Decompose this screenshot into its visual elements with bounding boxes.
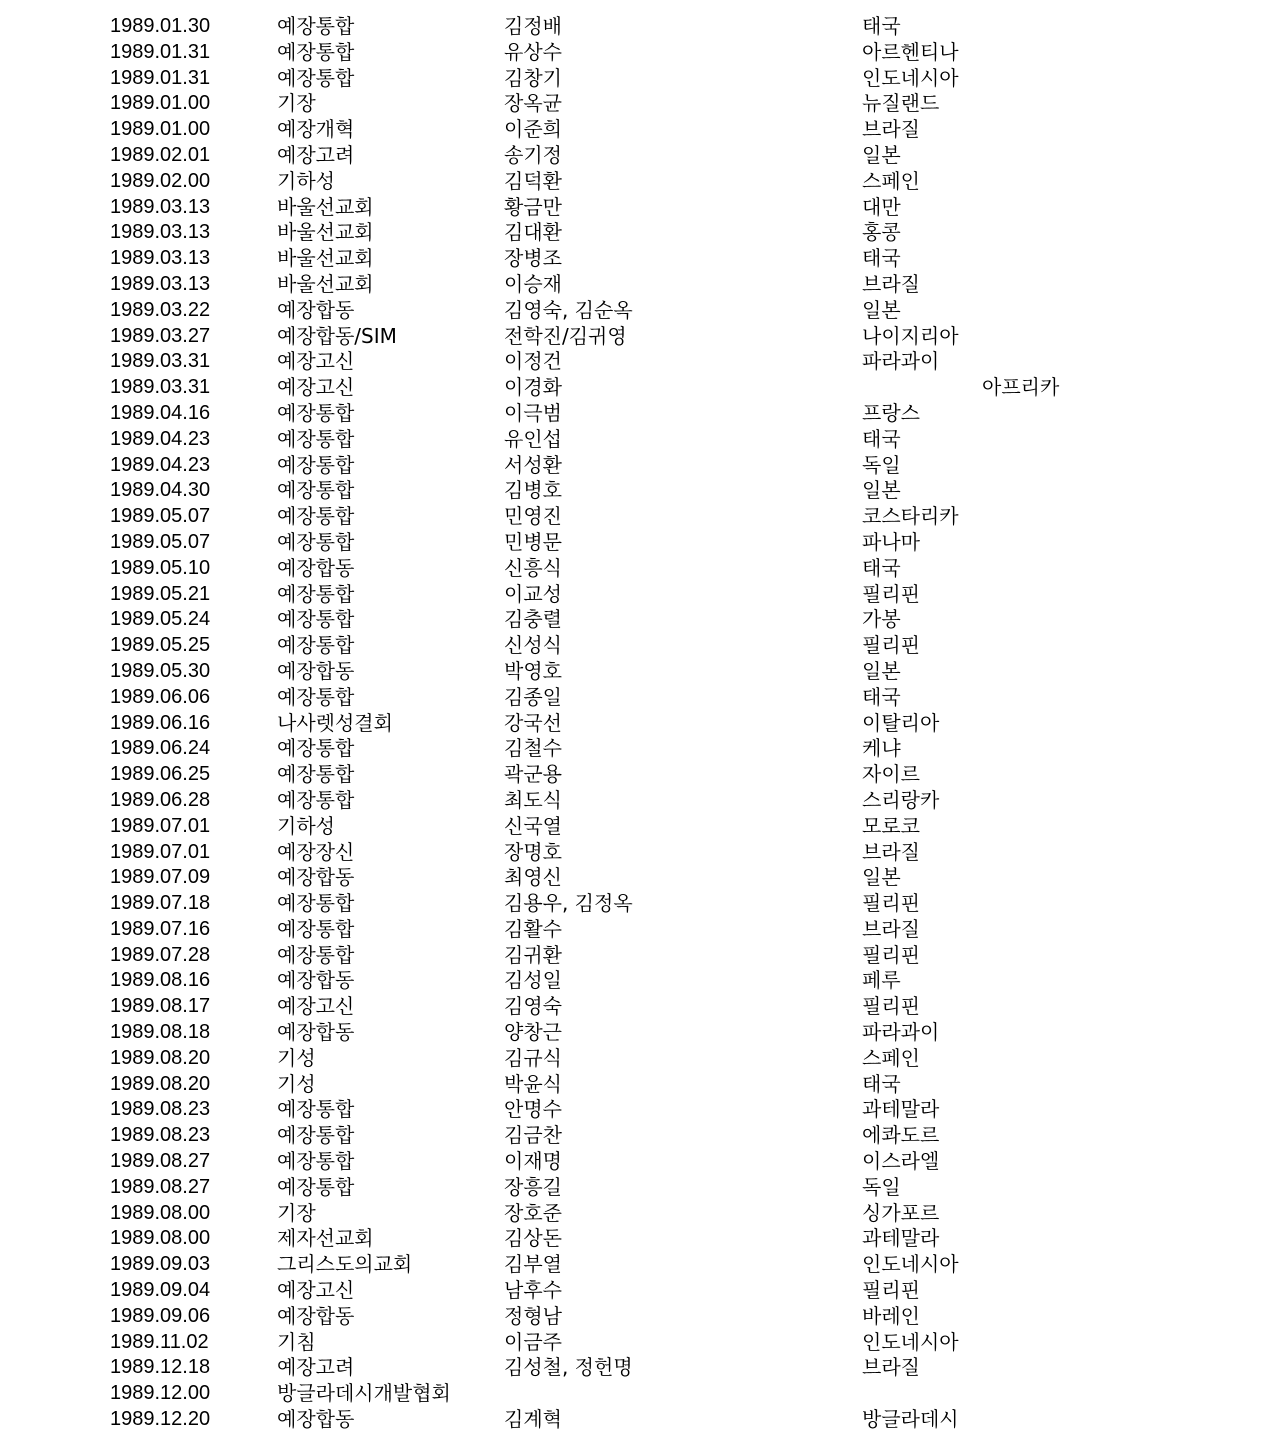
country-cell: 브라질 — [862, 271, 920, 296]
date-cell: 1989.06.28 — [110, 788, 211, 811]
date-cell: 1989.03.13 — [110, 221, 211, 244]
country-cell: 필리핀 — [862, 1278, 920, 1303]
missionary-name-cell: 김성철, 정헌명 — [504, 1355, 633, 1380]
missionary-name-cell: 송기정 — [504, 142, 562, 167]
table-row — [0, 840, 1275, 866]
organization-cell: 예장고려 — [277, 142, 355, 167]
missionary-name-cell: 이교성 — [504, 581, 562, 606]
date-cell: 1989.03.31 — [110, 376, 211, 399]
table-row — [0, 478, 1275, 504]
table-row — [0, 1046, 1275, 1072]
table-row — [0, 1252, 1275, 1278]
table-row — [0, 1226, 1275, 1252]
table-row — [0, 324, 1275, 350]
organization-cell: 예장통합 — [277, 1174, 355, 1199]
country-cell: 파라과이 — [862, 349, 940, 374]
table-row — [0, 349, 1275, 375]
country-cell: 태국 — [862, 246, 901, 271]
organization-cell: 예장고신 — [277, 994, 355, 1019]
date-cell: 1989.01.31 — [110, 40, 211, 63]
table-row — [0, 736, 1275, 762]
table-row — [0, 1278, 1275, 1304]
table-row — [0, 994, 1275, 1020]
country-cell: 뉴질랜드 — [862, 91, 940, 116]
missionary-name-cell: 이재명 — [504, 1149, 562, 1174]
organization-cell: 예장개혁 — [277, 117, 355, 142]
organization-cell: 예장통합 — [277, 1097, 355, 1122]
date-cell: 1989.09.06 — [110, 1304, 211, 1327]
date-cell: 1989.08.16 — [110, 969, 211, 992]
table-row — [0, 1072, 1275, 1098]
country-cell: 인도네시아 — [862, 1329, 959, 1354]
table-row — [0, 659, 1275, 685]
organization-cell: 예장통합 — [277, 529, 355, 554]
missionary-name-cell: 박영호 — [504, 658, 562, 683]
date-cell: 1989.01.31 — [110, 66, 211, 89]
date-cell: 1989.01.30 — [110, 15, 211, 37]
table-row — [0, 1304, 1275, 1330]
date-cell: 1989.07.28 — [110, 943, 211, 966]
country-cell: 아르헨티나 — [862, 39, 959, 64]
country-cell: 싱가포르 — [862, 1200, 940, 1225]
organization-cell: 예장고신 — [277, 375, 355, 400]
missionary-name-cell: 김영숙 — [504, 994, 562, 1019]
date-cell: 1989.03.13 — [110, 247, 211, 270]
table-row — [0, 1149, 1275, 1175]
missionary-name-cell: 김계혁 — [504, 1407, 562, 1432]
country-cell: 스페인 — [862, 168, 920, 193]
country-cell: 태국 — [862, 555, 901, 580]
organization-cell: 예장합동 — [277, 297, 355, 322]
missionary-name-cell: 이극범 — [504, 400, 562, 425]
organization-cell: 기성 — [277, 1045, 316, 1070]
missionary-name-cell: 이정건 — [504, 349, 562, 374]
missionary-name-cell: 황금만 — [504, 194, 562, 219]
date-cell: 1989.07.09 — [110, 866, 211, 889]
table-row — [0, 556, 1275, 582]
country-cell: 태국 — [862, 684, 901, 709]
country-cell: 필리핀 — [862, 942, 920, 967]
organization-cell: 예장통합 — [277, 1123, 355, 1148]
organization-cell: 예장통합 — [277, 426, 355, 451]
table-row — [0, 788, 1275, 814]
country-cell: 독일 — [862, 1174, 901, 1199]
organization-cell: 예장통합 — [277, 633, 355, 658]
country-cell: 인도네시아 — [862, 1252, 959, 1277]
date-cell: 1989.07.01 — [110, 814, 211, 837]
country-cell: 브라질 — [862, 1355, 920, 1380]
organization-cell: 기하성 — [277, 813, 335, 838]
country-cell: 바레인 — [862, 1303, 920, 1328]
missionary-name-cell: 민영진 — [504, 504, 562, 529]
organization-cell: 예장통합 — [277, 400, 355, 425]
table-row — [0, 453, 1275, 479]
date-cell: 1989.12.18 — [110, 1356, 211, 1379]
country-cell: 모로코 — [862, 813, 920, 838]
table-row — [0, 1201, 1275, 1227]
missionary-name-cell: 이금주 — [504, 1329, 562, 1354]
organization-cell: 예장통합 — [277, 14, 355, 38]
country-cell: 일본 — [862, 658, 901, 683]
country-cell: 이탈리아 — [862, 710, 940, 735]
country-cell: 코스타리카 — [862, 504, 959, 529]
date-cell: 1989.06.06 — [110, 685, 211, 708]
table-row — [0, 1123, 1275, 1149]
table-row — [0, 66, 1275, 92]
country-cell: 필리핀 — [862, 891, 920, 916]
organization-cell: 예장통합 — [277, 787, 355, 812]
country-cell: 파라과이 — [862, 1020, 940, 1045]
organization-cell: 그리스도의교회 — [277, 1252, 413, 1277]
country-cell: 케냐 — [862, 736, 901, 761]
date-cell: 1989.07.18 — [110, 892, 211, 915]
missionary-name-cell: 김부열 — [504, 1252, 562, 1277]
organization-cell: 예장통합 — [277, 65, 355, 90]
organization-cell: 예장장신 — [277, 839, 355, 864]
missionary-name-cell: 남후수 — [504, 1278, 562, 1303]
missionary-name-cell: 이승재 — [504, 271, 562, 296]
organization-cell: 예장통합 — [277, 581, 355, 606]
table-row — [0, 814, 1275, 840]
date-cell: 1989.06.25 — [110, 763, 211, 786]
missionary-name-cell: 유인섭 — [504, 426, 562, 451]
missionary-name-cell: 장명호 — [504, 839, 562, 864]
country-cell: 스리랑카 — [862, 787, 940, 812]
table-row — [0, 401, 1275, 427]
date-cell: 1989.08.20 — [110, 1072, 211, 1095]
organization-cell: 예장통합 — [277, 736, 355, 761]
missionary-name-cell: 장옥균 — [504, 91, 562, 116]
organization-cell: 예장합동/SIM — [277, 323, 397, 348]
organization-cell: 예장통합 — [277, 684, 355, 709]
date-cell: 1989.11.02 — [110, 1330, 209, 1353]
table-row — [0, 582, 1275, 608]
organization-cell: 기침 — [277, 1329, 316, 1354]
date-cell: 1989.05.25 — [110, 634, 211, 657]
table-row — [0, 14, 1275, 40]
organization-cell: 기장 — [277, 1200, 316, 1225]
date-cell: 1989.05.21 — [110, 582, 211, 605]
date-cell: 1989.01.00 — [110, 92, 211, 115]
organization-cell: 바울선교회 — [277, 220, 374, 245]
organization-cell: 예장합동 — [277, 968, 355, 993]
country-cell: 홍콩 — [862, 220, 901, 245]
table-row — [0, 1175, 1275, 1201]
table-row — [0, 633, 1275, 659]
organization-cell: 기하성 — [277, 168, 335, 193]
country-cell: 방글라데시 — [862, 1407, 959, 1432]
date-cell: 1989.08.00 — [110, 1227, 211, 1250]
country-cell: 대만 — [862, 194, 901, 219]
missionary-name-cell: 안명수 — [504, 1097, 562, 1122]
table-row — [0, 1020, 1275, 1046]
country-cell: 과테말라 — [862, 1097, 940, 1122]
country-cell: 자이르 — [862, 762, 920, 787]
date-cell: 1989.08.27 — [110, 1150, 211, 1173]
organization-cell: 제자선교회 — [277, 1226, 374, 1251]
missionary-name-cell: 신성식 — [504, 633, 562, 658]
date-cell: 1989.08.27 — [110, 1175, 211, 1198]
date-cell: 1989.08.20 — [110, 1046, 211, 1069]
organization-cell: 예장통합 — [277, 39, 355, 64]
organization-cell: 예장통합 — [277, 607, 355, 632]
missionary-name-cell: 김덕환 — [504, 168, 562, 193]
country-cell: 나이지리아 — [862, 323, 959, 348]
date-cell: 1989.09.03 — [110, 1253, 211, 1276]
missionary-name-cell: 정형남 — [504, 1303, 562, 1328]
organization-cell: 기성 — [277, 1071, 316, 1096]
table-row — [0, 865, 1275, 891]
organization-cell: 예장통합 — [277, 891, 355, 916]
organization-cell: 예장통합 — [277, 452, 355, 477]
missionary-name-cell: 김정배 — [504, 14, 562, 38]
table-row — [0, 169, 1275, 195]
organization-cell: 예장합동 — [277, 1407, 355, 1432]
table-row — [0, 530, 1275, 556]
table-row — [0, 943, 1275, 969]
organization-cell: 예장통합 — [277, 942, 355, 967]
organization-cell: 나사렛성결회 — [277, 710, 393, 735]
date-cell: 1989.08.00 — [110, 1201, 211, 1224]
country-cell: 에콰도르 — [862, 1123, 940, 1148]
date-cell: 1989.03.13 — [110, 272, 211, 295]
country-cell: 독일 — [862, 452, 901, 477]
table-row — [0, 117, 1275, 143]
date-cell: 1989.12.00 — [110, 1382, 211, 1405]
table-row — [0, 298, 1275, 324]
date-cell: 1989.04.23 — [110, 453, 211, 476]
date-cell: 1989.07.16 — [110, 917, 211, 940]
organization-cell: 방글라데시개발협회 — [277, 1381, 451, 1406]
missionary-name-cell: 장병조 — [504, 246, 562, 271]
date-cell: 1989.06.24 — [110, 737, 211, 760]
date-cell: 1989.03.27 — [110, 324, 211, 347]
missionary-name-cell: 김종일 — [504, 684, 562, 709]
missionary-name-cell: 김금찬 — [504, 1123, 562, 1148]
organization-cell: 바울선교회 — [277, 271, 374, 296]
missionary-name-cell: 김철수 — [504, 736, 562, 761]
missionary-name-cell: 박윤식 — [504, 1071, 562, 1096]
organization-cell: 예장통합 — [277, 478, 355, 503]
missionary-name-cell: 양창근 — [504, 1020, 562, 1045]
table-row — [0, 968, 1275, 994]
table-row — [0, 246, 1275, 272]
organization-cell: 기장 — [277, 91, 316, 116]
missionary-name-cell: 김성일 — [504, 968, 562, 993]
country-cell: 태국 — [862, 1071, 901, 1096]
missionary-name-cell: 이준희 — [504, 117, 562, 142]
table-row — [0, 272, 1275, 298]
missionary-name-cell: 서성환 — [504, 452, 562, 477]
table-row — [0, 685, 1275, 711]
missionary-name-cell: 최영신 — [504, 865, 562, 890]
organization-cell: 예장통합 — [277, 504, 355, 529]
organization-cell: 예장통합 — [277, 916, 355, 941]
country-cell: 일본 — [862, 142, 901, 167]
date-cell: 1989.08.23 — [110, 1124, 211, 1147]
missionary-name-cell: 유상수 — [504, 39, 562, 64]
country-cell: 아프리카 — [982, 375, 1060, 400]
table-row — [0, 375, 1275, 401]
date-cell: 1989.05.24 — [110, 608, 211, 631]
missionary-name-cell: 김규식 — [504, 1045, 562, 1070]
country-cell: 인도네시아 — [862, 65, 959, 90]
organization-cell: 예장합동 — [277, 865, 355, 890]
missionary-name-cell: 신국열 — [504, 813, 562, 838]
country-cell: 필리핀 — [862, 581, 920, 606]
date-cell: 1989.06.16 — [110, 711, 211, 734]
date-cell: 1989.03.13 — [110, 195, 211, 218]
missionary-name-cell: 강국선 — [504, 710, 562, 735]
country-cell: 브라질 — [862, 117, 920, 142]
table-row — [0, 607, 1275, 633]
table-row — [0, 1381, 1275, 1407]
missionary-name-cell: 김창기 — [504, 65, 562, 90]
organization-cell: 예장통합 — [277, 1149, 355, 1174]
country-cell: 브라질 — [862, 839, 920, 864]
missionary-name-cell: 김귀환 — [504, 942, 562, 967]
country-cell: 태국 — [862, 426, 901, 451]
date-cell: 1989.08.18 — [110, 1021, 211, 1044]
table-row — [0, 891, 1275, 917]
missionary-name-cell: 김영숙, 김순옥 — [504, 297, 633, 322]
date-cell: 1989.07.01 — [110, 840, 211, 863]
missionary-name-cell: 신흥식 — [504, 555, 562, 580]
country-cell: 필리핀 — [862, 633, 920, 658]
country-cell: 이스라엘 — [862, 1149, 940, 1174]
missionary-name-cell: 김병호 — [504, 478, 562, 503]
table-row — [0, 711, 1275, 737]
date-cell: 1989.04.30 — [110, 479, 211, 502]
organization-cell: 바울선교회 — [277, 246, 374, 271]
date-cell: 1989.05.10 — [110, 556, 211, 579]
table-row — [0, 427, 1275, 453]
table-row — [0, 504, 1275, 530]
organization-cell: 예장고신 — [277, 349, 355, 374]
missionary-name-cell: 김대환 — [504, 220, 562, 245]
organization-cell: 예장고신 — [277, 1278, 355, 1303]
missionary-name-cell: 김충렬 — [504, 607, 562, 632]
missionary-name-cell: 최도식 — [504, 787, 562, 812]
missionary-name-cell: 민병문 — [504, 529, 562, 554]
table-row — [0, 40, 1275, 66]
date-cell: 1989.04.16 — [110, 401, 211, 424]
country-cell: 과테말라 — [862, 1226, 940, 1251]
missionary-name-cell: 곽군용 — [504, 762, 562, 787]
date-cell: 1989.09.04 — [110, 1279, 211, 1302]
organization-cell: 예장통합 — [277, 762, 355, 787]
table-row — [0, 1097, 1275, 1123]
missionary-name-cell: 김활수 — [504, 916, 562, 941]
table-row — [0, 1407, 1275, 1433]
table-row — [0, 917, 1275, 943]
country-cell: 브라질 — [862, 916, 920, 941]
country-cell: 파나마 — [862, 529, 920, 554]
organization-cell: 바울선교회 — [277, 194, 374, 219]
missionary-table — [0, 14, 1275, 1433]
table-row — [0, 1355, 1275, 1381]
missionary-name-cell: 김상돈 — [504, 1226, 562, 1251]
country-cell: 일본 — [862, 865, 901, 890]
missionary-name-cell: 이경화 — [504, 375, 562, 400]
country-cell: 일본 — [862, 478, 901, 503]
country-cell: 가봉 — [862, 607, 901, 632]
table-row — [0, 91, 1275, 117]
date-cell: 1989.12.20 — [110, 1408, 211, 1431]
table-row — [0, 195, 1275, 221]
table-row — [0, 143, 1275, 169]
date-cell: 1989.03.22 — [110, 298, 211, 321]
country-cell: 프랑스 — [862, 400, 920, 425]
date-cell: 1989.08.17 — [110, 995, 211, 1018]
organization-cell: 예장합동 — [277, 555, 355, 580]
date-cell: 1989.01.00 — [110, 118, 211, 141]
table-row — [0, 1330, 1275, 1356]
date-cell: 1989.03.31 — [110, 350, 211, 373]
date-cell: 1989.04.23 — [110, 427, 211, 450]
missionary-name-cell: 김용우, 김정옥 — [504, 891, 633, 916]
organization-cell: 예장합동 — [277, 1020, 355, 1045]
date-cell: 1989.02.01 — [110, 143, 211, 166]
country-cell: 필리핀 — [862, 994, 920, 1019]
table-row — [0, 762, 1275, 788]
date-cell: 1989.05.07 — [110, 530, 211, 553]
country-cell: 태국 — [862, 14, 901, 38]
organization-cell: 예장고려 — [277, 1355, 355, 1380]
date-cell: 1989.02.00 — [110, 169, 211, 192]
date-cell: 1989.05.07 — [110, 505, 211, 528]
country-cell: 일본 — [862, 297, 901, 322]
missionary-name-cell: 전학진/김귀영 — [504, 323, 627, 348]
missionary-name-cell: 장호준 — [504, 1200, 562, 1225]
organization-cell: 예장합동 — [277, 658, 355, 683]
country-cell: 스페인 — [862, 1045, 920, 1070]
date-cell: 1989.05.30 — [110, 659, 211, 682]
table-row — [0, 220, 1275, 246]
organization-cell: 예장합동 — [277, 1303, 355, 1328]
country-cell: 페루 — [862, 968, 901, 993]
missionary-name-cell: 장흥길 — [504, 1174, 562, 1199]
date-cell: 1989.08.23 — [110, 1098, 211, 1121]
